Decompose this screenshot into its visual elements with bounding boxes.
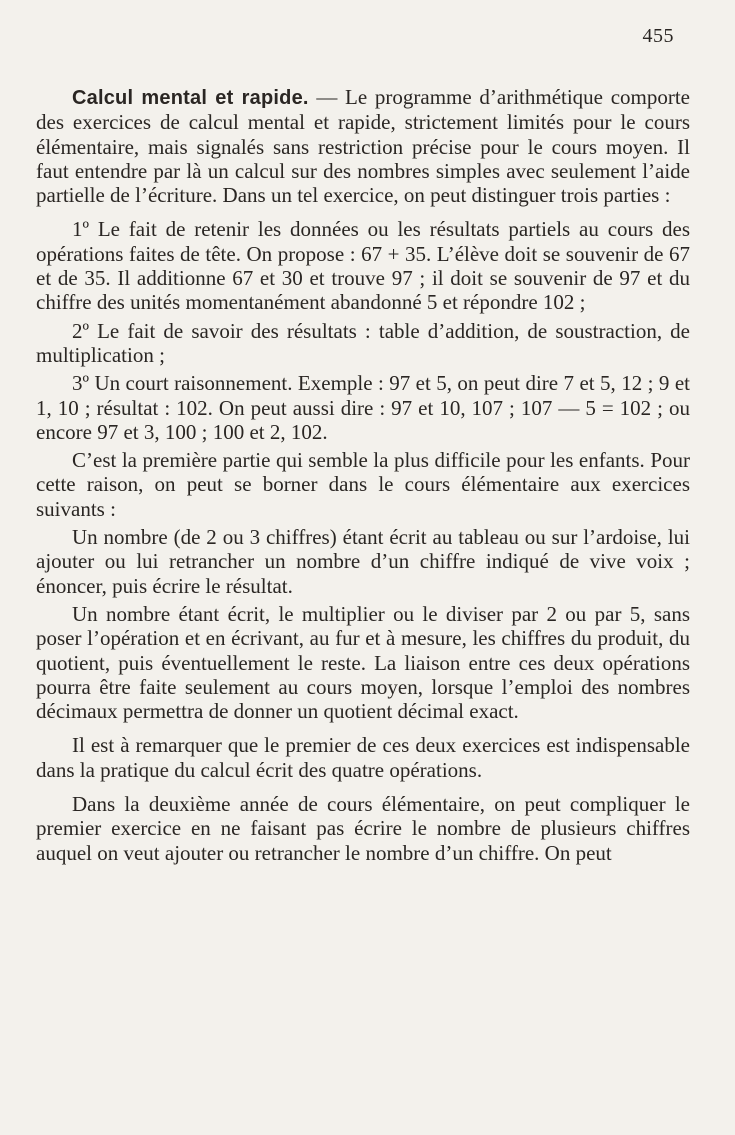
page-number: 455 <box>642 25 674 47</box>
paragraph-second-year: Dans la deuxième année de cours élémentaire, on peut compliquer le premier exercice en ne faisant pas écrire le nombre de plusieurs chiffres auquel on veut ajouter ou retrancher le nombre d’un chiffre. On peut <box>36 792 690 865</box>
paragraph-exercise-multiply-divide: Un nombre étant écrit, le multiplier ou le diviser par 2 ou par 5, sans poser l’opération et en écrivant, au fur et à mesure, les chiffres du produit, du quotient, puis éventuellement le reste. La liaison entre ces deux opérations pourra être faite seulement au cours moyen, lorsque l’emploi des nombres décimaux permettra de donner un quotient décimal exact. <box>36 601 690 724</box>
body-text <box>36 85 690 869</box>
section-intro-paragraph <box>36 85 690 207</box>
paragraph-point-3: 3º Un court raisonnement. Exemple : 97 et 5, on peut dire 7 et 5, 12 ; 9 et 1, 10 ; résultat : 102. On peut aussi dire : 97 et 10, 107 ; 107 — 5 = 102 ; ou encore 97 et 3, 100 ; 100 et 2, 102. <box>36 371 690 444</box>
paragraph-point-1: 1º Le fait de retenir les données ou les résultats partiels au cours des opérations faites de tête. On propose : 67 + 35. L’élève doit se souvenir de 67 et de 35. Il additionne 67 et 30 et trouve 97 ; il doit se souvenir de 97 et du chiffre des unités momentanément abandonné 5 et répondre 102 ; <box>36 217 690 315</box>
section-intro-text: — Le programme d’arithmétique comporte des exercices de calcul mental et rapide, strictement limités pour le cours élémentaire, mais signalés sans restriction précise pour le cours moyen. Il faut entendre par là un calcul sur des nombres simples avec seulement l’aide partielle de l’écriture. Dans un tel exercice, on peut distinguer trois parties : <box>36 85 691 208</box>
paragraph-point-2: 2º Le fait de savoir des résultats : table d’addition, de soustraction, de multiplication ; <box>36 318 690 367</box>
paragraph-exercise-add-subtract: Un nombre (de 2 ou 3 chiffres) étant écrit au tableau ou sur l’ardoise, lui ajouter ou lui retrancher un nombre d’un chiffre indiqué de vive voix ; énoncer, puis écrire le résultat. <box>36 525 690 598</box>
section-heading: Calcul mental et rapide. <box>72 87 309 109</box>
paragraph-remark: Il est à remarquer que le premier de ces deux exercices est indispensable dans la pratique du calcul écrit des quatre opérations. <box>36 733 690 782</box>
paragraph-difficulty: C’est la première partie qui semble la plus difficile pour les enfants. Pour cette raison, on peut se borner dans le cours élémentaire aux exercices suivants : <box>36 448 690 521</box>
